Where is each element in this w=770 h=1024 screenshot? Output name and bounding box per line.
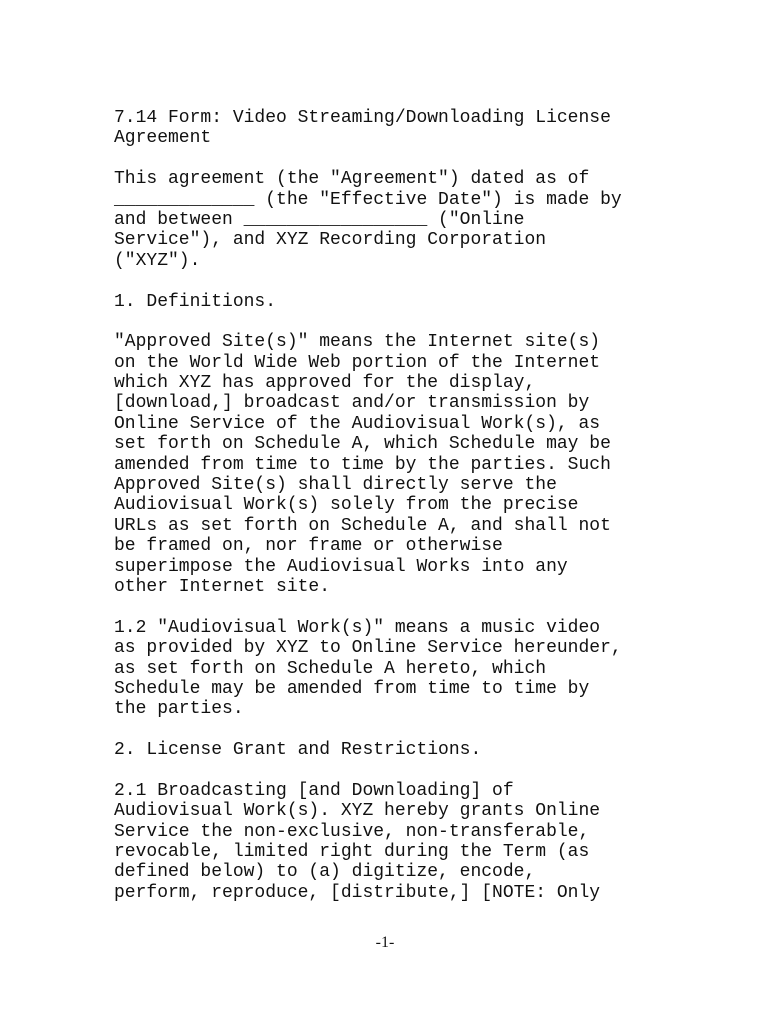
- approved-site-definition: [114, 332, 674, 597]
- paragraph-line: be framed on, nor frame or otherwise: [114, 536, 503, 557]
- page-number: -1-: [375, 934, 395, 951]
- document-body: [114, 108, 674, 903]
- paragraph-line: [download,] broadcast and/or transmission by: [114, 393, 590, 414]
- document-title: [114, 108, 674, 149]
- paragraph-line: Service the non-exclusive, non-transferable,: [114, 821, 590, 842]
- intro-paragraph: [114, 169, 674, 271]
- paragraph-line: superimpose the Audiovisual Works into any: [114, 556, 568, 577]
- paragraph-line: 1.2 "Audiovisual Work(s)" means a music video: [114, 617, 601, 638]
- paragraph-line: Online Service of the Audiovisual Work(s), as: [114, 413, 601, 434]
- paragraph-line: Audiovisual Work(s). XYZ hereby grants Online: [114, 801, 601, 822]
- paragraph-line: _____________ (the "Effective Date") is made by: [114, 189, 622, 210]
- paragraph-line: on the World Wide Web portion of the Internet: [114, 352, 601, 373]
- paragraph-line: URLs as set forth on Schedule A, and shall not: [114, 515, 611, 536]
- paragraph-line: other Internet site.: [114, 576, 331, 597]
- paragraph-line: defined below) to (a) digitize, encode,: [114, 862, 536, 883]
- paragraph-line: perform, reproduce, [distribute,] [NOTE: Only: [114, 882, 601, 903]
- paragraph-line: This agreement (the "Agreement") dated as of: [114, 169, 590, 190]
- paragraph-line: Schedule may be amended from time to time by: [114, 678, 590, 699]
- paragraph-line: ("XYZ").: [114, 250, 201, 271]
- broadcasting-clause: [114, 781, 674, 903]
- paragraph-line: the parties.: [114, 699, 244, 720]
- title-line: Agreement: [114, 128, 212, 149]
- audiovisual-work-definition: [114, 618, 674, 720]
- paragraph-line: Service"), and XYZ Recording Corporation: [114, 230, 547, 251]
- paragraph-line: 2.1 Broadcasting [and Downloading] of: [114, 780, 514, 801]
- spacer: [114, 761, 674, 781]
- spacer: [114, 271, 674, 291]
- spacer: [114, 597, 674, 617]
- paragraph-line: revocable, limited right during the Term (as: [114, 842, 590, 863]
- section-heading-definitions: 1. Definitions.: [114, 291, 277, 312]
- title-line: 7.14 Form: Video Streaming/Downloading License: [114, 108, 611, 128]
- paragraph-line: as set forth on Schedule A hereto, which: [114, 658, 547, 679]
- spacer: [114, 720, 674, 740]
- paragraph-line: "Approved Site(s)" means the Internet site(s): [114, 332, 601, 353]
- spacer: [114, 149, 674, 169]
- spacer: [114, 312, 674, 332]
- paragraph-line: amended from time to time by the parties. Such: [114, 454, 611, 475]
- section-heading-license-grant: 2. License Grant and Restrictions.: [114, 740, 482, 761]
- paragraph-line: Audiovisual Work(s) solely from the precise: [114, 495, 579, 516]
- paragraph-line: as provided by XYZ to Online Service hereunder,: [114, 638, 622, 659]
- paragraph-line: which XYZ has approved for the display,: [114, 373, 536, 394]
- paragraph-line: set forth on Schedule A, which Schedule may be: [114, 434, 611, 455]
- paragraph-line: and between _________________ ("Online: [114, 209, 525, 230]
- paragraph-line: Approved Site(s) shall directly serve the: [114, 475, 557, 496]
